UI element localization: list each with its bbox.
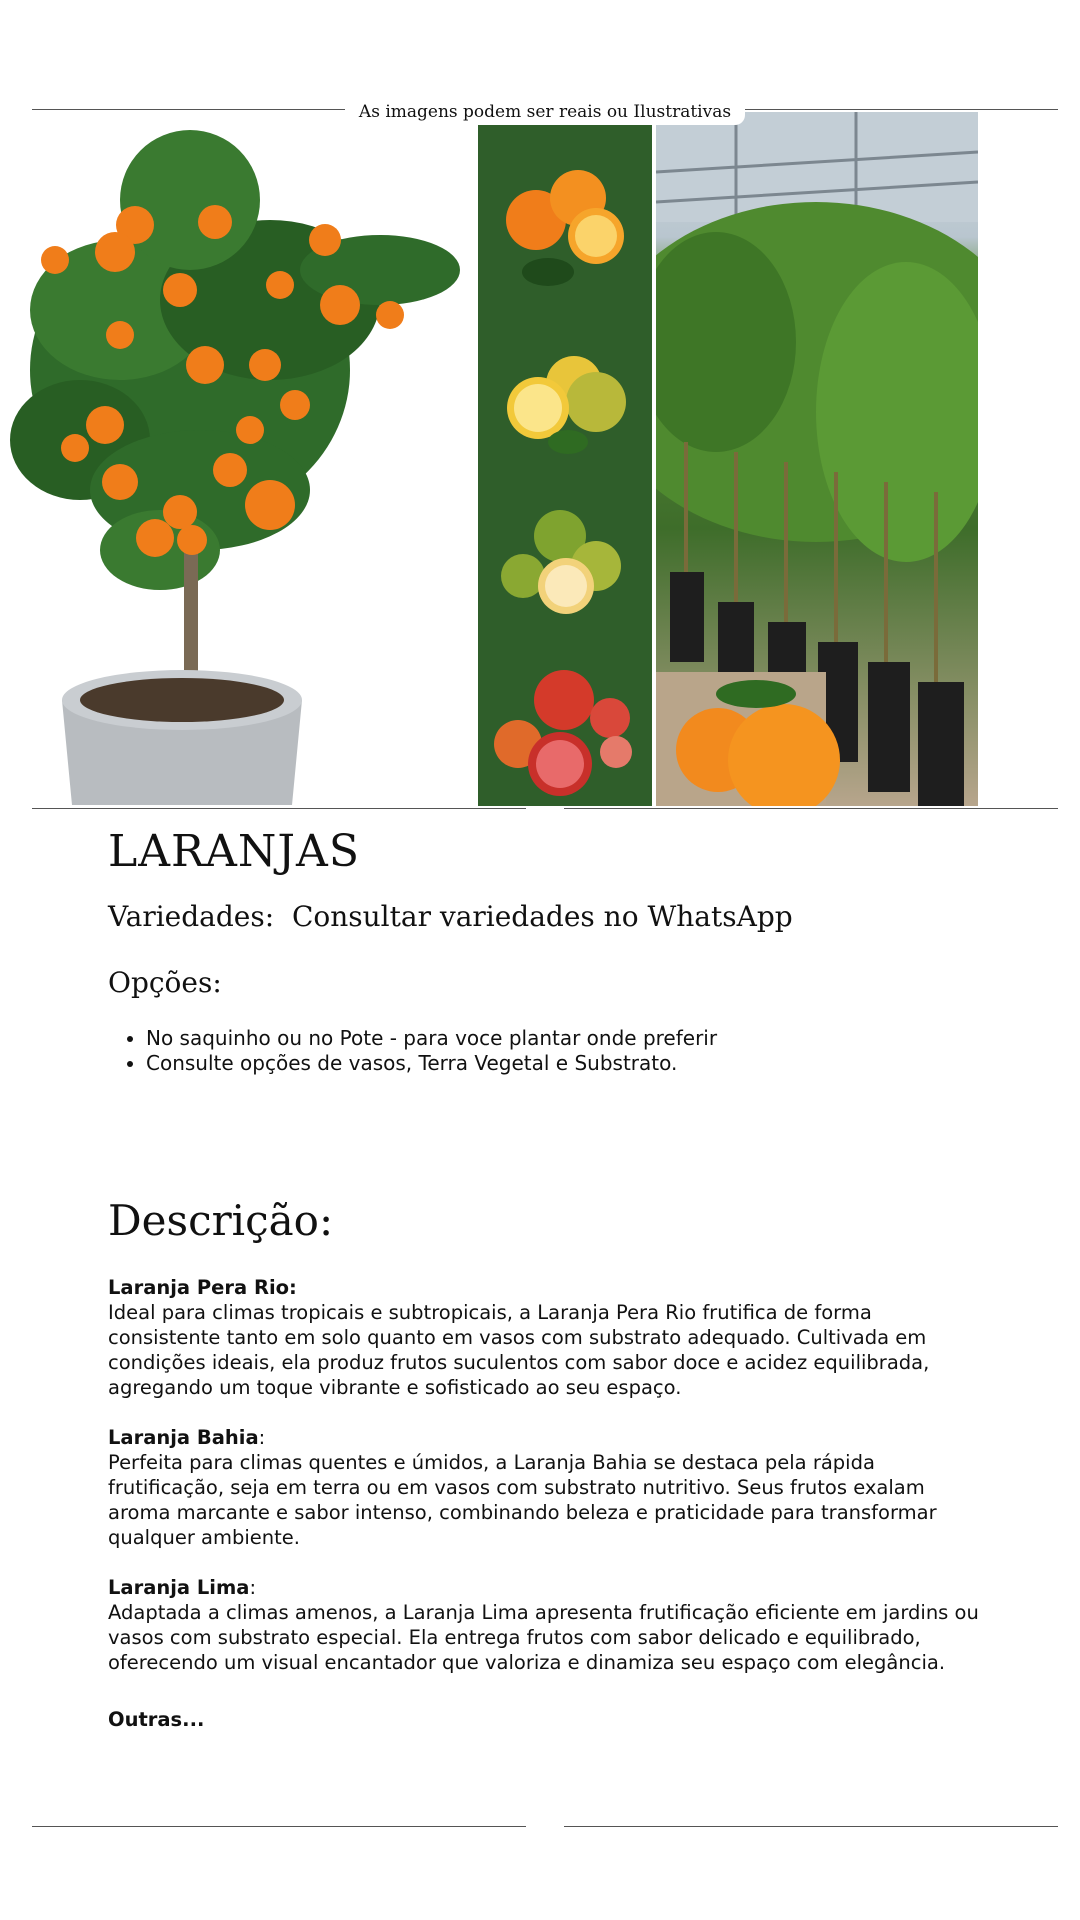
option-item: • No saquinho ou no Pote - para voce plantar onde preferir: [146, 1026, 717, 1051]
citrus-fruit-strip-image: [478, 124, 652, 806]
varieties-line: Variedades: Consultar variedades no WhatsApp: [108, 900, 793, 933]
variety-name-suffix: :: [249, 1576, 257, 1599]
potted-orange-tree-image: [0, 110, 475, 805]
gallery-bottom-divider-right: [564, 808, 1058, 809]
description-heading: Descrição:: [108, 1196, 334, 1245]
image-disclaimer-caption: As imagens podem ser reais ou Ilustrativas: [345, 99, 745, 125]
variety-name-suffix: :: [258, 1426, 266, 1449]
variety-bahia: [108, 1425, 988, 1550]
footer-divider-right: [564, 1826, 1058, 1827]
footer-divider-left: [32, 1826, 526, 1827]
option-item: • Consulte opções de vasos, Terra Vegetal e Substrato.: [146, 1051, 717, 1076]
variety-name: Laranja Bahia: [108, 1426, 259, 1449]
variety-pera-rio: [108, 1275, 988, 1400]
citrus-nursery-image: [656, 112, 978, 806]
options-list: [108, 1026, 717, 1076]
product-title: LARANJAS: [108, 826, 360, 877]
others-label: Outras...: [108, 1708, 205, 1731]
variety-text: Ideal para climas tropicais e subtropicais, a Laranja Pera Rio frutifica de forma consistente tanto em solo quanto em vasos com substrato adequado. Cultivada em condições ideais, ela produz frutos suculentos com sabor doce e acidez equilibrada, agregando um toque vibrante e sofisticado ao seu espaço.: [108, 1301, 930, 1399]
variety-lima: [108, 1575, 988, 1675]
variety-text: Adaptada a climas amenos, a Laranja Lima apresenta frutificação eficiente em jardins ou vasos com substrato especial. Ela entrega frutos com sabor delicado e equilibrado, oferecendo um visual encantador que valoriza e dinamiza seu espaço com elegância.: [108, 1601, 979, 1674]
gallery-bottom-divider-left: [32, 808, 526, 809]
variety-name: Laranja Pera Rio:: [108, 1276, 297, 1299]
variety-name: Laranja Lima: [108, 1576, 250, 1599]
variety-text: Perfeita para climas quentes e úmidos, a Laranja Bahia se destaca pela rápida frutificação, seja em terra ou em vasos com substrato nutritivo. Seus frutos exalam aroma marcante e sabor intenso, combinando beleza e praticidade para transformar qualquer ambiente.: [108, 1451, 937, 1549]
options-heading: Opções:: [108, 966, 222, 999]
